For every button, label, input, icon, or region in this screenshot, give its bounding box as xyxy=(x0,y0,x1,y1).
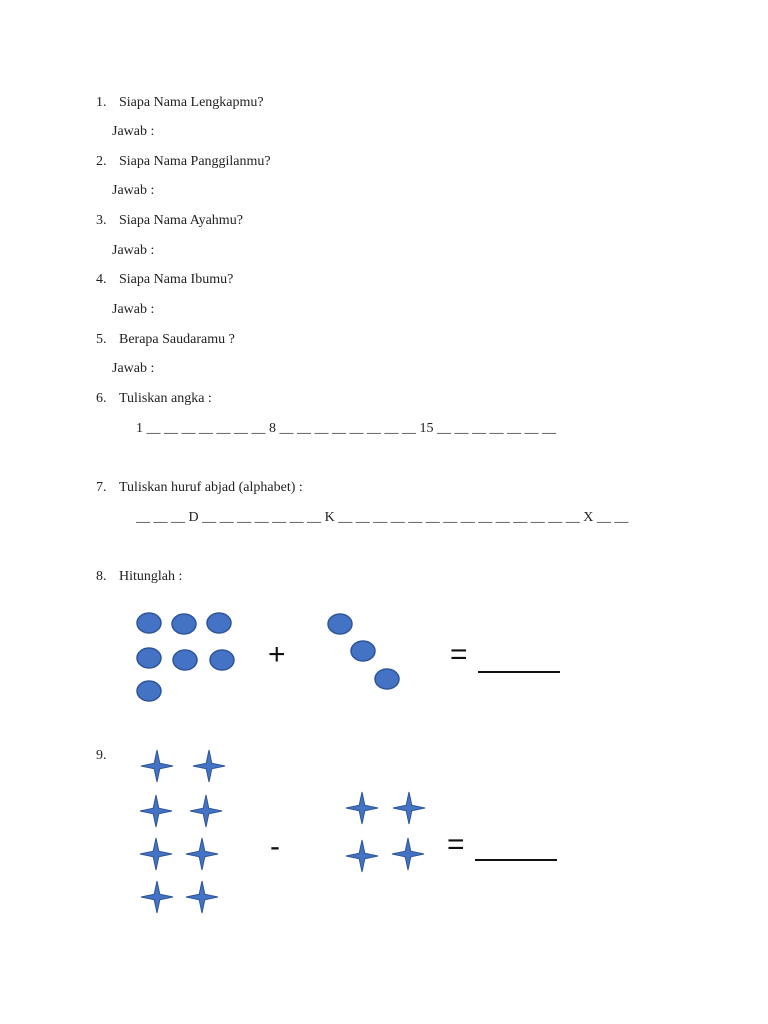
star-icon xyxy=(190,795,222,827)
star-icon xyxy=(346,792,378,824)
question-number-3: 3. xyxy=(96,213,107,228)
question-number-5: 5. xyxy=(96,332,107,347)
q8-right-dots xyxy=(328,614,399,689)
dot-shape xyxy=(173,650,197,670)
number-sequence: 1 __ __ __ __ __ __ __ 8 __ __ __ __ __ __ __ __ 15 __ __ __ __ __ __ __ xyxy=(136,421,556,436)
answer-label-1: Jawab : xyxy=(112,124,155,139)
star-icon xyxy=(392,838,424,870)
question-number-4: 4. xyxy=(96,272,107,287)
star-icon xyxy=(186,838,218,870)
star-icon xyxy=(141,881,173,913)
dot-shape xyxy=(172,614,196,634)
star-icon xyxy=(141,750,173,782)
dot-shape xyxy=(375,669,399,689)
question-text-4: Siapa Nama Ibumu? xyxy=(119,272,234,287)
plus-sign: + xyxy=(268,638,286,671)
star-icon xyxy=(393,792,425,824)
question-number-8: 8. xyxy=(96,569,107,584)
answer-label-2: Jawab : xyxy=(112,183,155,198)
q9-right-stars xyxy=(346,792,425,872)
question-number-1: 1. xyxy=(96,95,107,110)
dot-shape xyxy=(137,613,161,633)
question-number-7: 7. xyxy=(96,480,107,495)
answer-label-5: Jawab : xyxy=(112,361,155,376)
question-text-3: Siapa Nama Ayahmu? xyxy=(119,213,243,228)
answer-label-4: Jawab : xyxy=(112,302,155,317)
dot-shape xyxy=(137,648,161,668)
question-number-9: 9. xyxy=(96,748,107,763)
question-number-2: 2. xyxy=(96,154,107,169)
question-text-5: Berapa Saudaramu ? xyxy=(119,332,235,347)
equals-sign-9: = xyxy=(447,828,465,861)
question-text-7: Tuliskan huruf abjad (alphabet) : xyxy=(119,480,303,495)
dot-shape xyxy=(207,613,231,633)
q9-left-stars xyxy=(140,750,225,913)
dot-shape xyxy=(137,681,161,701)
dot-shape xyxy=(210,650,234,670)
star-icon xyxy=(346,840,378,872)
question-text-8: Hitunglah : xyxy=(119,569,183,584)
question-text-1: Siapa Nama Lengkapmu? xyxy=(119,95,264,110)
equals-sign-8: = xyxy=(450,638,468,671)
question-text-6: Tuliskan angka : xyxy=(119,391,212,406)
star-icon xyxy=(186,881,218,913)
star-icon xyxy=(140,795,172,827)
question-number-6: 6. xyxy=(96,391,107,406)
minus-sign: - xyxy=(270,830,280,863)
q8-left-dots xyxy=(137,613,234,701)
question-text-2: Siapa Nama Panggilanmu? xyxy=(119,154,271,169)
dot-shape xyxy=(328,614,352,634)
star-icon xyxy=(193,750,225,782)
alphabet-sequence: __ __ __ D __ __ __ __ __ __ __ K __ __ __ __ __ __ __ __ __ __ __ __ __ __ X __ __ xyxy=(136,510,629,525)
answer-label-3: Jawab : xyxy=(112,243,155,258)
dot-shape xyxy=(351,641,375,661)
star-icon xyxy=(140,838,172,870)
